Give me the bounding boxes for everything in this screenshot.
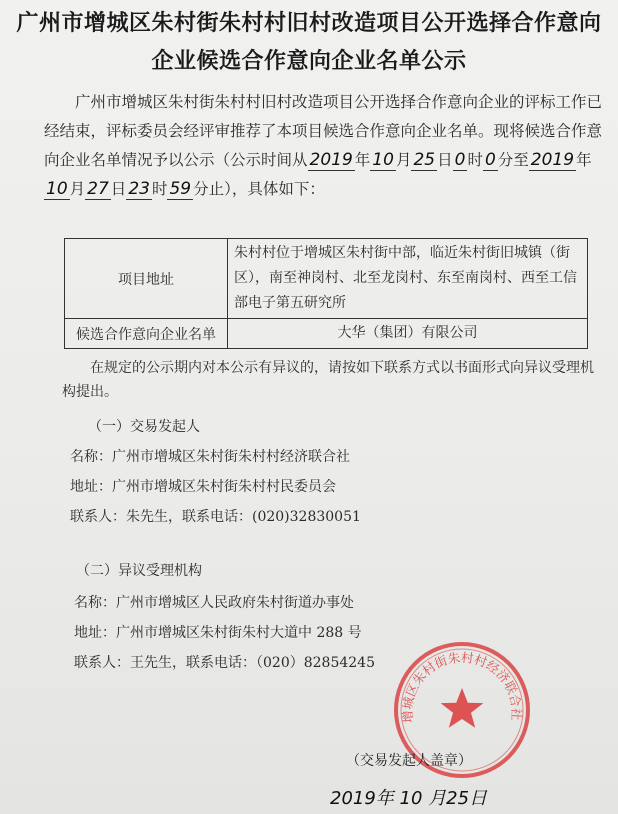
initiator-contact: 联系人：朱先生，联系电话：(020)32830051	[70, 509, 361, 525]
seal-note: （交易发起人盖章）	[346, 753, 472, 769]
end-day-unit: 日	[110, 180, 127, 198]
end-hour-unit: 时	[151, 180, 168, 198]
candidate-value: 大华（集团）有限公司	[228, 319, 588, 349]
start-year: 2019	[309, 150, 353, 170]
document-title-line2: 企业候选合作意向企业名单公示	[151, 49, 467, 74]
agency-contact: 联系人：王先生，联系电话：（020）82854245	[74, 655, 375, 671]
initiator-address: 地址：广州市增城区朱村街朱村村民委员会	[70, 479, 336, 495]
project-address-label: 项目地址	[65, 239, 228, 319]
section1-heading: （一）交易发起人	[88, 419, 200, 435]
start-year-unit: 年	[354, 151, 371, 169]
seal-text: 增城区朱村街朱村村经济联合社	[399, 649, 525, 724]
agency-name: 名称：广州市增城区人民政府朱村街道办事处	[74, 595, 354, 611]
end-day: 27	[87, 179, 109, 199]
end-month: 10	[46, 179, 68, 199]
end-year-unit: 年	[576, 151, 592, 169]
start-month: 10	[372, 150, 394, 170]
intro-tail: 分止），具体如下：	[193, 180, 325, 198]
start-hour-unit: 时	[467, 151, 483, 169]
candidate-label: 候选合作意向企业名单	[65, 319, 228, 349]
start-month-unit: 月	[395, 151, 412, 169]
start-day: 25	[413, 150, 436, 170]
project-info-table	[64, 238, 588, 349]
agency-address: 地址：广州市增城区朱村街朱村大道中 288 号	[74, 625, 362, 641]
intro-paragraph	[44, 88, 604, 204]
end-month-unit: 月	[69, 180, 86, 198]
document-title-line1: 广州市增城区朱村街朱村村旧村改造项目公开选择合作意向	[16, 11, 602, 36]
objection-paragraph: 在规定的公示期内对本公示有异议的，请按如下联系方式以书面形式向异议受理机构提出。	[62, 360, 594, 400]
project-address-value: 朱村村位于增城区朱村街中部，临近朱村街旧城镇（街区），南至神岗村、北至龙岗村、东至南岗村、西至工信部电子第五研究所	[228, 239, 588, 319]
end-minute: 59	[169, 179, 192, 199]
intro-text: 广州市增城区朱村街朱村村旧村改造项目公开选择合作意向企业的评标工作已经结束，评标委员会经评审推荐了本项目候选合作意向企业名单。现将候选合作意向企业名单情况予以公示（公示时间从	[44, 93, 603, 169]
table-row	[65, 239, 588, 319]
start-day-unit: 日	[437, 151, 453, 169]
end-hour: 23	[128, 179, 150, 199]
signature-date: 2019年 10 月25日	[330, 788, 488, 809]
start-minute-unit: 分至	[497, 151, 529, 169]
end-year: 2019	[530, 150, 575, 170]
table-row	[65, 319, 588, 349]
start-hour: 0	[454, 150, 466, 170]
star-icon	[441, 688, 484, 728]
start-minute: 0	[484, 150, 496, 170]
section2-heading: （二）异议受理机构	[76, 563, 202, 579]
initiator-name: 名称：广州市增城区朱村街朱村村经济联合社	[70, 449, 350, 465]
